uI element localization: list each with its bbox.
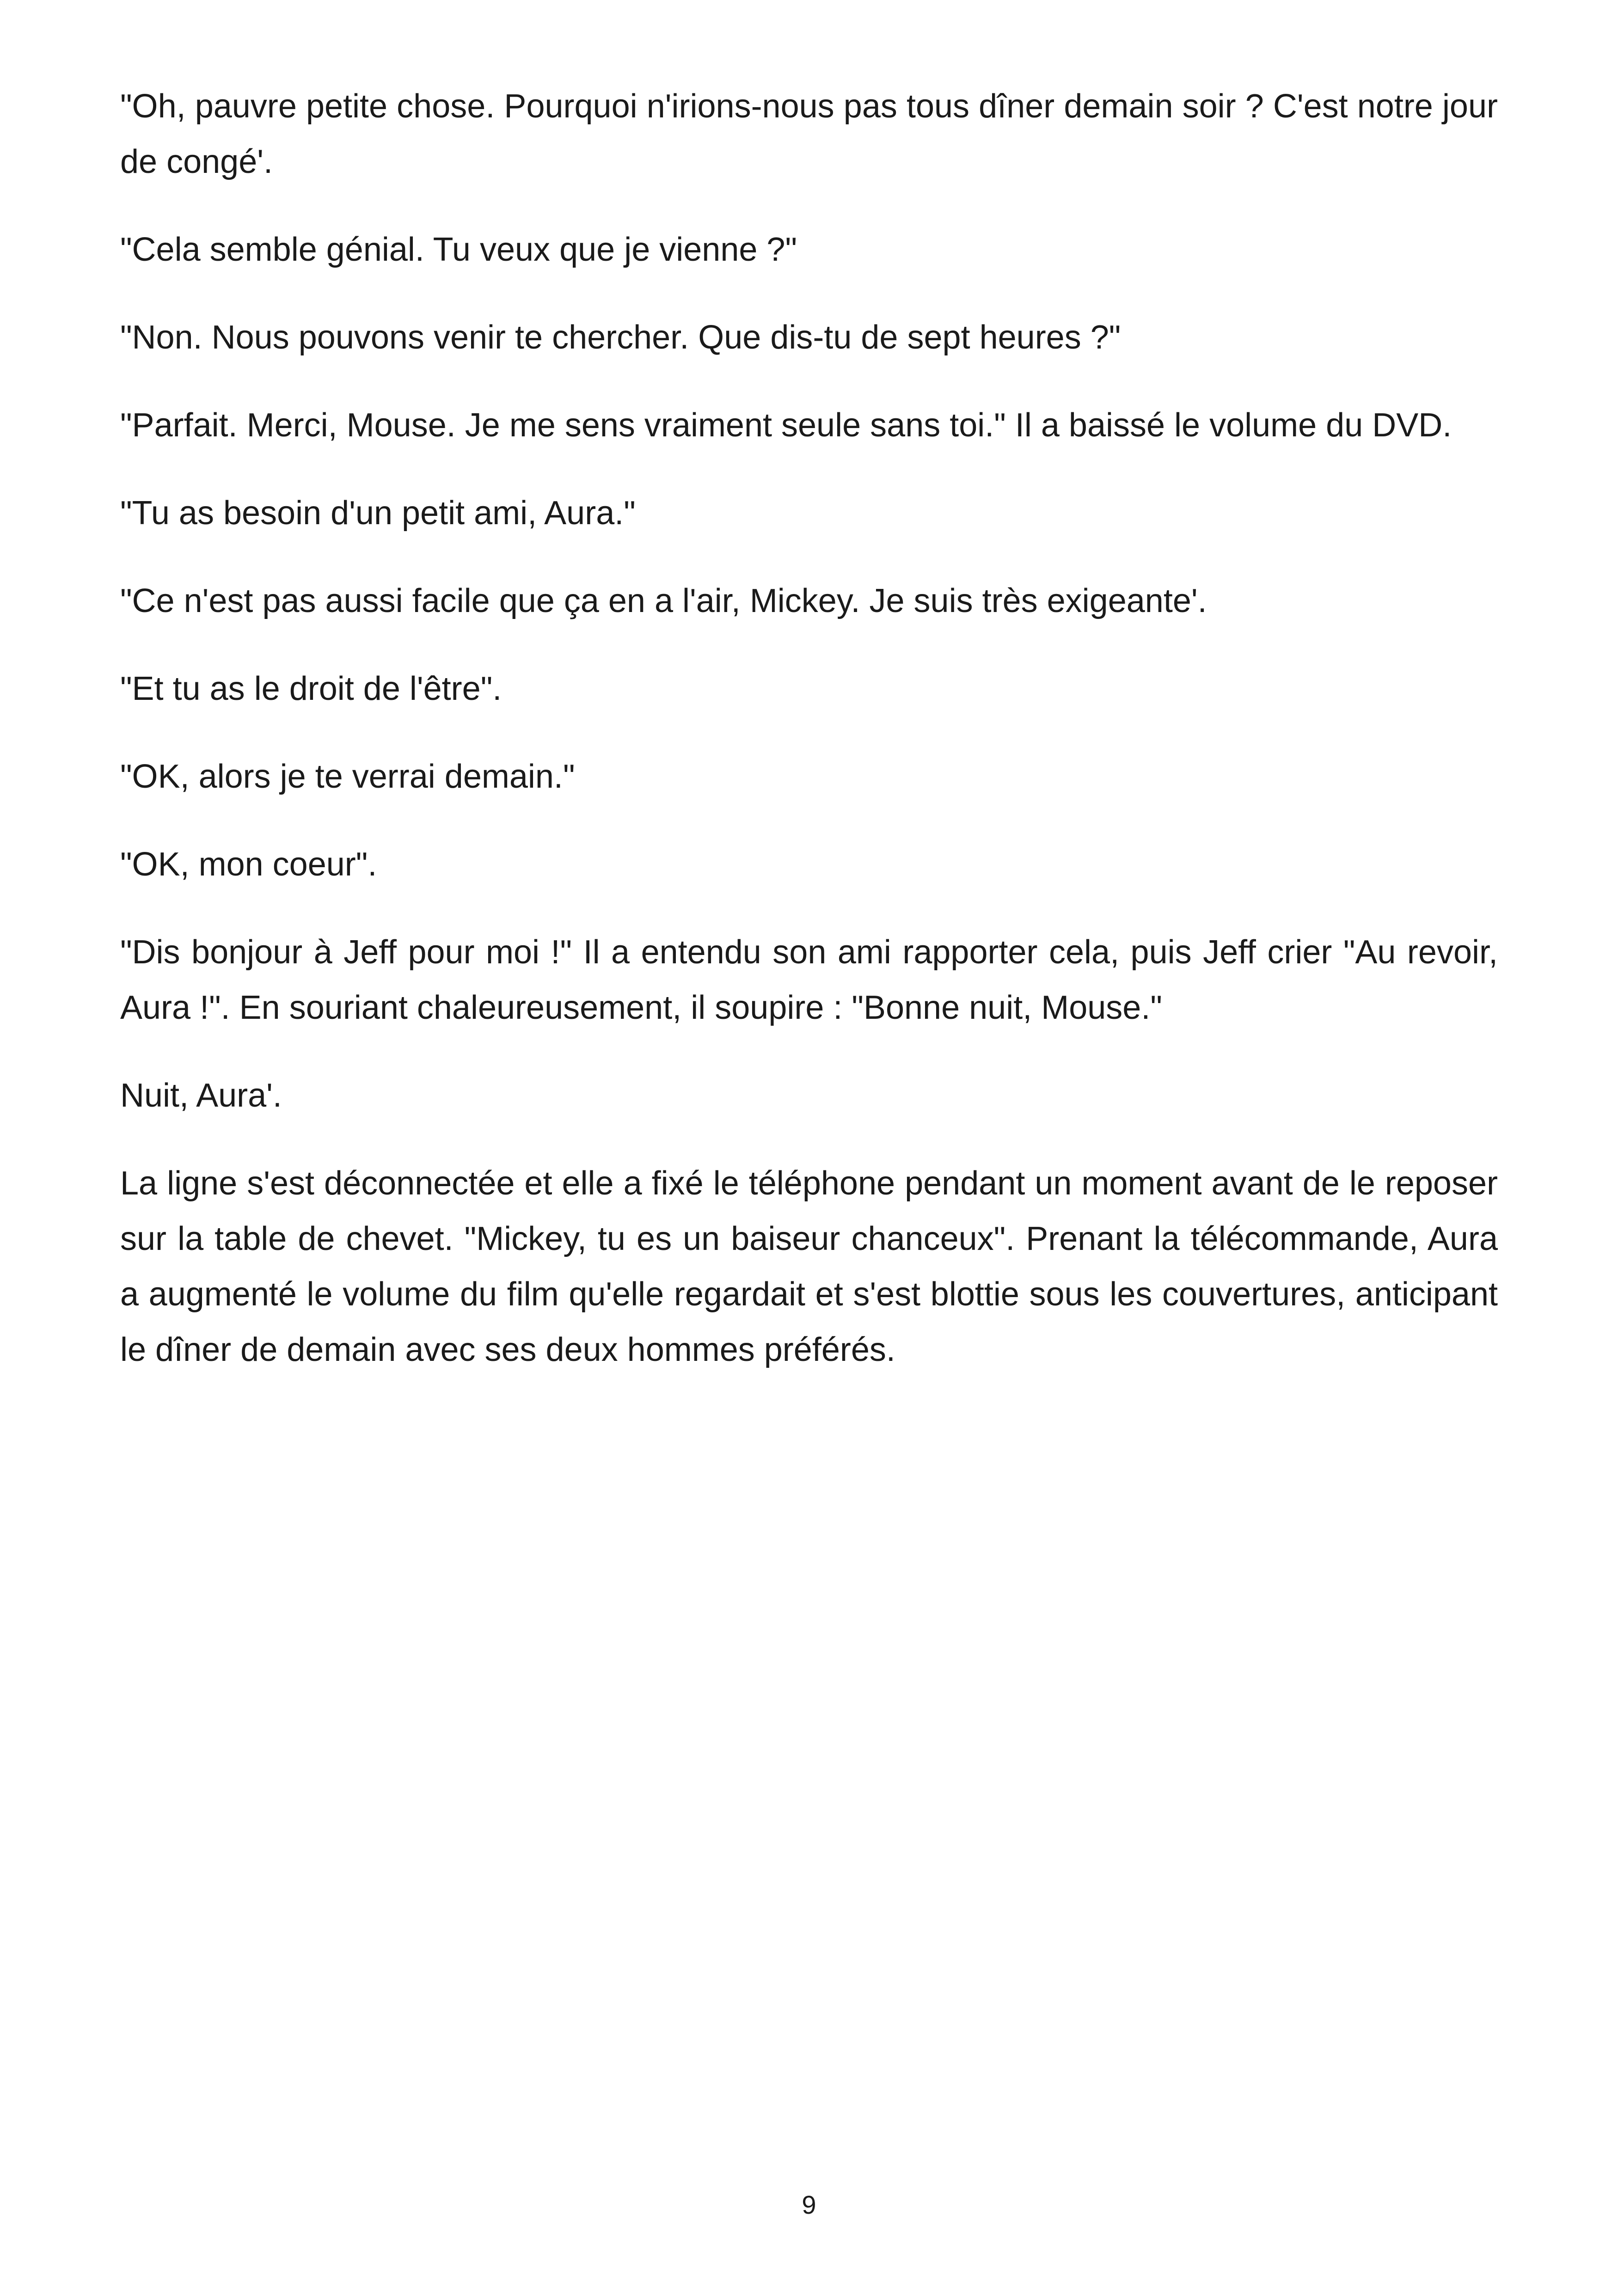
paragraph: "Tu as besoin d'un petit ami, Aura." <box>120 495 636 532</box>
paragraph: "Parfait. Merci, Mouse. Je me sens vraiment seule sans toi." Il a baissé le volume du DVD. <box>120 407 1452 444</box>
paragraph: "OK, mon coeur". <box>120 846 377 883</box>
paragraph: "Ce n'est pas aussi facile que ça en a l'air, Mickey. Je suis très exigeante'. <box>120 582 1207 619</box>
paragraph: Nuit, Aura'. <box>120 1077 282 1114</box>
paragraph: "Dis bonjour à Jeff pour moi !" Il a entendu son ami rapporter cela, puis Jeff crier "Au revoir, Aura !". En souriant chaleureusement, il soupire : "Bonne nuit, Mouse." <box>120 934 1498 1026</box>
paragraph: La ligne s'est déconnectée et elle a fixé le téléphone pendant un moment avant de le reposer sur la table de chevet. "Mickey, tu es un baiseur chanceux". Prenant la télécommande, Aura a augmenté le volume du film qu'elle regardait et s'est blottie sous les couvertures, anticipant le dîner de demain avec ses deux hommes préférés. <box>120 1165 1498 1368</box>
paragraph: "Non. Nous pouvons venir te chercher. Que dis-tu de sept heures ?" <box>120 319 1121 356</box>
page-number: 9 <box>802 2190 816 2219</box>
paragraph: "OK, alors je te verrai demain." <box>120 758 575 795</box>
paragraph: "Et tu as le droit de l'être". <box>120 670 502 707</box>
paragraph: "Oh, pauvre petite chose. Pourquoi n'irions-nous pas tous dîner demain soir ? C'est notre jour de congé'. <box>120 88 1498 180</box>
paragraph: "Cela semble génial. Tu veux que je vienne ?" <box>120 231 797 268</box>
body-text <box>120 79 1498 1410</box>
